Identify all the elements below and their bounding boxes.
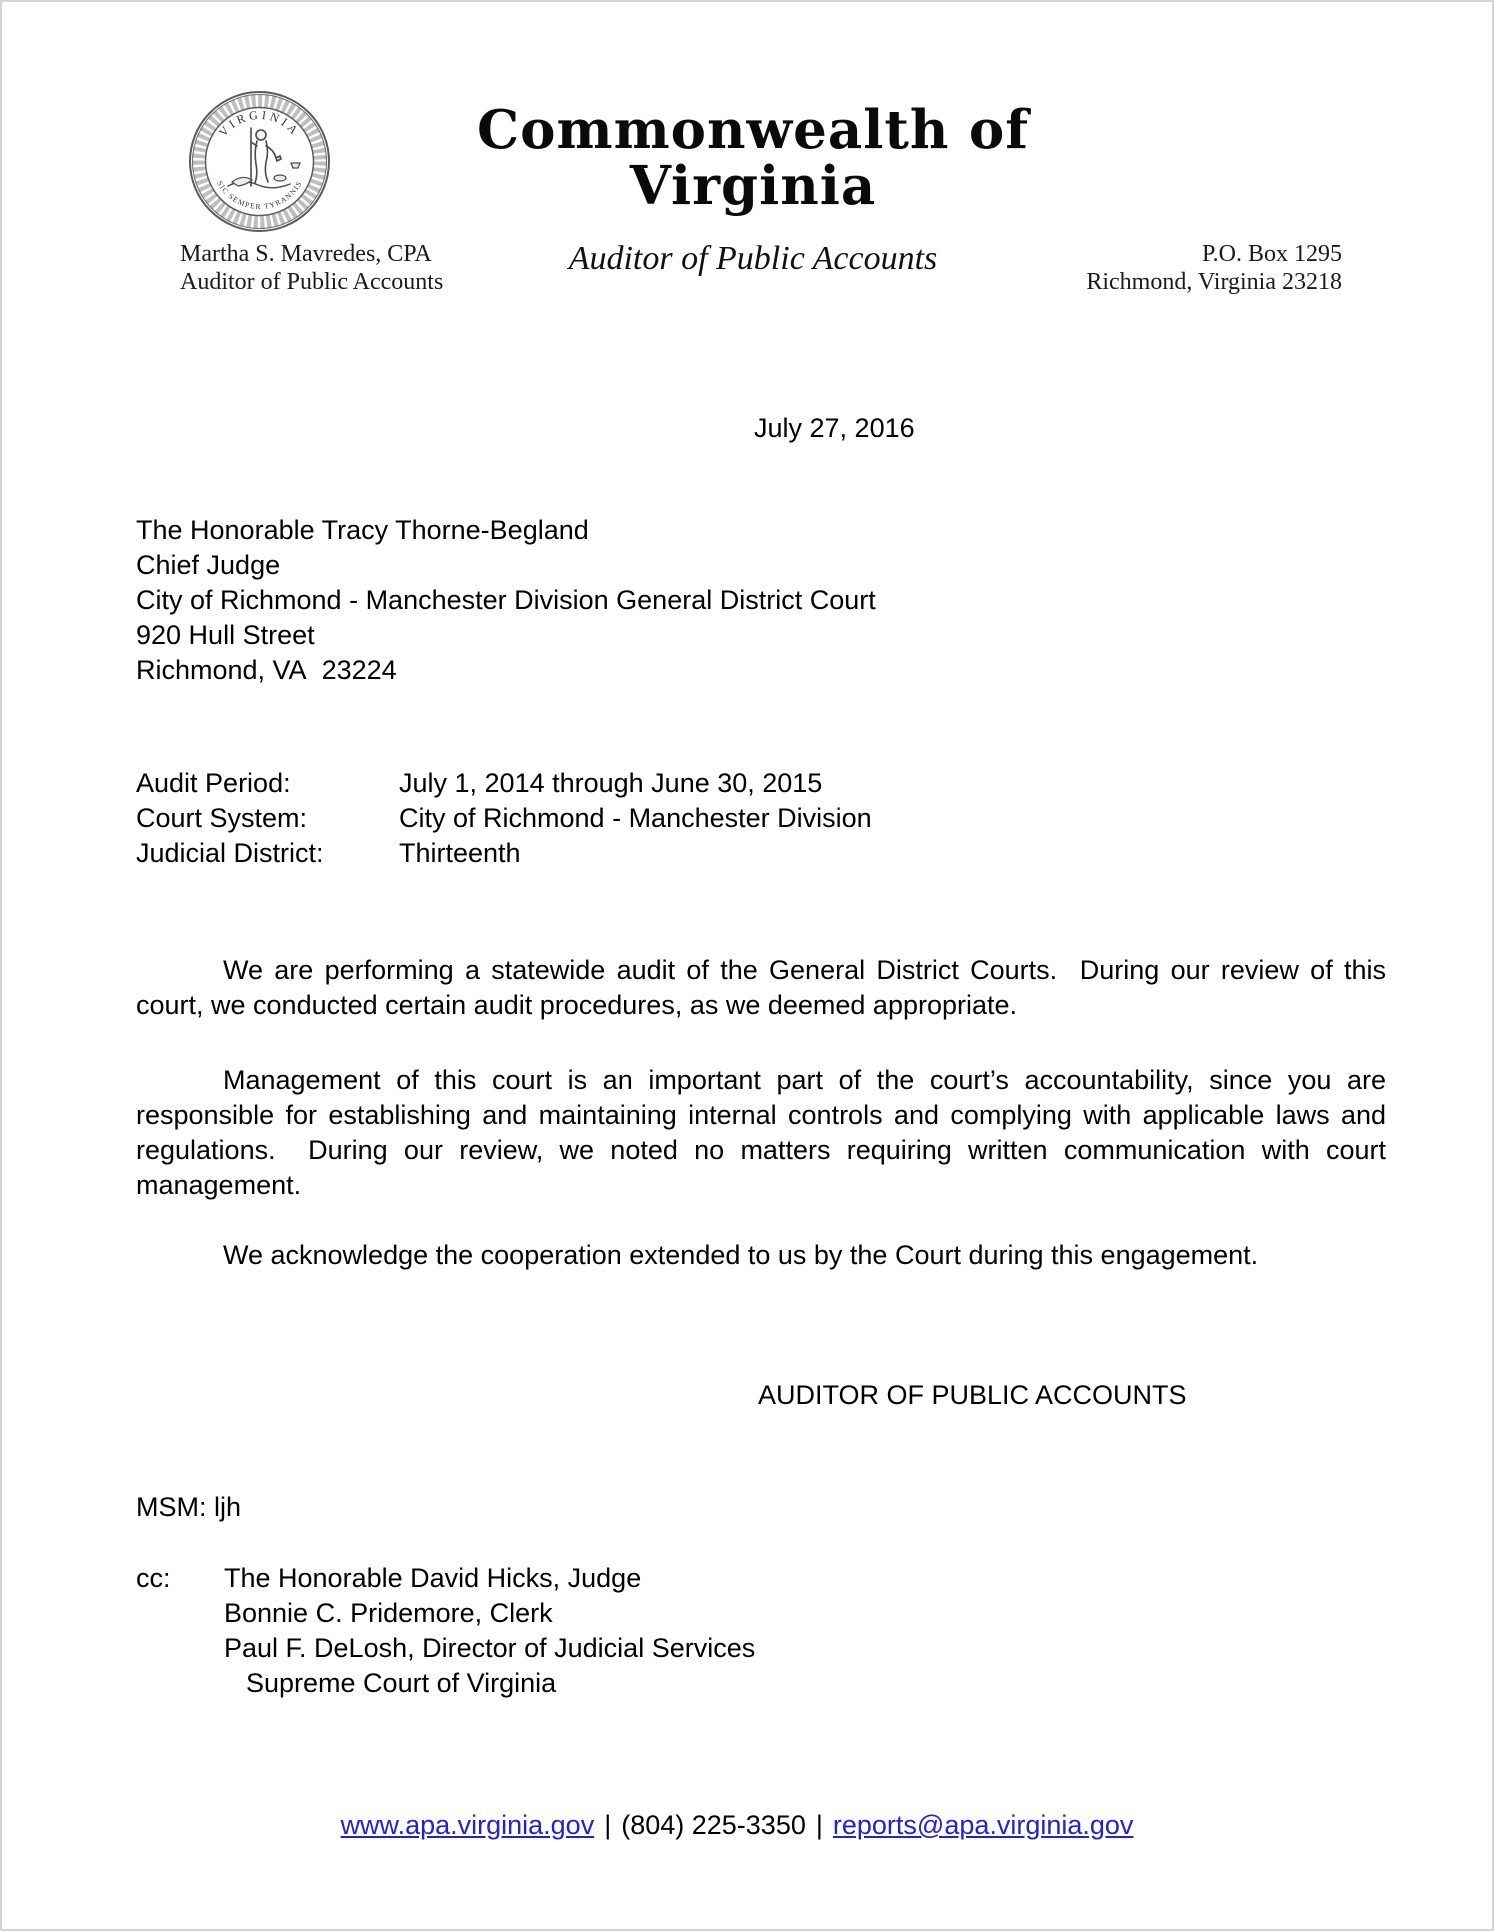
recipient-line: 920 Hull Street [136,620,315,650]
detail-row [136,766,872,801]
official-name: Martha S. Mavredes, CPA [180,241,432,267]
cc-line: Supreme Court of Virginia [246,1668,557,1698]
page-title: Commonwealth of Virginia [476,99,1029,217]
recipient-line: Chief Judge [136,550,281,580]
recipient-line: City of Richmond - Manchester Division General District Court [136,585,876,615]
return-address-line1: P.O. Box 1295 [1201,241,1342,267]
recipient-line: Richmond, VA 23224 [136,655,397,685]
svg-text:VIRGINIA: VIRGINIA [215,107,304,140]
paragraph: Management of this court is an important part of the court’s accountability, since you are responsible for establishing and maintaining internal controls and complying with applicable laws and regulations. During our review, we noted no matters requiring written communication with court management. [136,1065,1386,1200]
detail-label: Court System: [136,803,308,833]
cc-line: Bonnie C. Pridemore, Clerk [224,1598,553,1628]
cc-line: Paul F. DeLosh, Director of Judicial Services [224,1633,756,1663]
svg-text:SIC SEMPER TYRANNIS: SIC SEMPER TYRANNIS [215,179,304,212]
contact-footer [112,1808,1362,1843]
audit-details-block [136,766,872,871]
footer-phone: (804) 225-3350 [621,1810,806,1840]
footer-separator: | [604,1810,612,1840]
recipient-address-block [136,513,876,688]
signature-org: AUDITOR OF PUBLIC ACCOUNTS [758,1380,1187,1410]
footer-website-link[interactable]: www.apa.virginia.gov [340,1810,595,1840]
detail-value: City of Richmond - Manchester Division [399,803,872,833]
cc-line: The Honorable David Hicks, Judge [224,1563,642,1593]
detail-value: Thirteenth [399,838,521,868]
detail-row [136,801,872,836]
letter-date: July 27, 2016 [754,413,915,443]
official-title: Auditor of Public Accounts [180,269,444,295]
detail-row [136,836,872,871]
page-subtitle: Auditor of Public Accounts [568,240,938,277]
return-address-line2: Richmond, Virginia 23218 [1086,269,1342,295]
recipient-line: The Honorable Tracy Thorne-Begland [136,515,589,545]
detail-label: Audit Period: [136,768,291,798]
footer-separator: | [815,1810,823,1840]
detail-label: Judicial District: [136,838,324,868]
paragraph: We acknowledge the cooperation extended to us by the Court during this engagement. [223,1240,1259,1270]
paragraph: We are performing a statewide audit of the General District Courts. During our review of this court, we conducted certain audit procedures, as we deemed appropriate. [136,955,1386,1020]
virginia-seal-icon [188,90,331,233]
detail-value: July 1, 2014 through June 30, 2015 [399,768,823,798]
cc-block [136,1561,755,1701]
footer-email-link[interactable]: reports@apa.virginia.gov [832,1810,1134,1840]
cc-label: cc: [136,1563,171,1593]
reference-initials: MSM: ljh [136,1492,242,1522]
